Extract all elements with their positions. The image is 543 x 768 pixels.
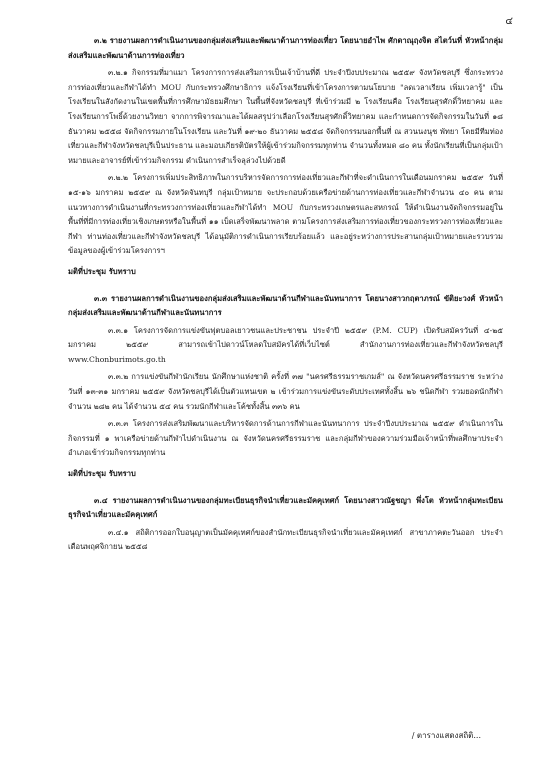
section-heading: ๓.๓ รายงานผลการดำเนินงานของกลุ่มส่งเสริมและพัฒนาด้านกีฬาและนันทนาการ โดยนางสาวกฤตาภรณ์ ขัติยะวงศ์ หัวหน้ากลุ่มส่งเสริมและพัฒนาด้านกีฬาและนันทนาการ [68, 293, 503, 318]
section-3-3 [68, 292, 503, 482]
page-number: ๔ [505, 16, 513, 27]
document-body [68, 34, 503, 558]
section-heading: ๓.๔ รายงานผลการดำเนินงานของกลุ่มทะเบียนธุรกิจนำเที่ยวและมัคคุเทศก์ โดยนางสาวณัฐชญา พึ่งโต หัวหน้ากลุ่มทะเบียนธุรกิจนำเที่ยวและมัคคุเทศก์ [68, 495, 503, 520]
paragraph: ๓.๓.๒ การแข่งขันกีฬานักเรียน นักศึกษาแห่งชาติ ครั้งที่ ๓๗ "นครศรีธรรมราชเกมส์" ณ จังหวัดนครศรีธรรมราช ระหว่างวันที่ ๑๓-๓๑ มกราคม ๒๕๕๙ จังหวัดชลบุรีได้เป็นตัวแทนเขต ๒ เข้าร่วมการแข่งขันระดับประเทศทั้งสิ้น ๒๖ ชนิดกีฬา รวมยอดนักกีฬาจำนวน ๒๘๒ คน ได้จำนวน ๕๔ คน รวมนักกีฬาและโค้ชทั้งสิ้น ๓๓๖ คน [68, 372, 503, 411]
section-3-2 [68, 34, 503, 280]
meeting-resolution: มติที่ประชุม รับทราบ [68, 266, 136, 276]
section-3-4 [68, 494, 503, 555]
section-heading: ๓.๒ รายงานผลการดำเนินงานของกลุ่มส่งเสริมและพัฒนาด้านการท่องเที่ยว โดยนายอำไพ ศักดาณุฤงจิต สไตว์นที่ หัวหน้ากลุ่มส่งเสริมและพัฒนาด้านการท่องเที่ยว [68, 36, 503, 60]
continuation-note: / ตารางแสดงสถิติ... [411, 731, 481, 740]
paragraph: ๓.๔.๑ สถิติการออกใบอนุญาตเป็นมัคคุเทศก์ของสำนักทะเบียนธุรกิจนำเที่ยวและมัคคุเทศก์ สาขาภาคตะวันออก ประจำเดือนพฤศจิกายน ๒๕๕๘ [68, 527, 503, 552]
paragraph: ๓.๓.๓ โครงการส่งเสริมพัฒนาและบริหารจัดการด้านการกีฬาและนันทนาการ ประจำปีงบประมาณ ๒๕๕๙ ดำเนินการในกิจกรรมที่ ๑ พาเครือข่ายด้านกีฬาไปดำเนินงาน ณ จังหวัดนครศรีธรรมราช และกลุ่มกีฬาของความร่วมมือเจ้าหน้าที่พลศึกษาประจำอำเภอเข้าร่วมกิจกรรมทุกท่าน [68, 419, 503, 458]
paragraph: ๓.๒.๒ โครงการเพิ่มประสิทธิภาพในการบริหารจัดการการท่องเที่ยวและกีฬาที่จะดำเนินการในเดือนมกราคม ๒๕๕๙ วันที่ ๑๕-๑๖ มกราคม ๒๕๕๙ ณ จังหวัดจันทบุรี กลุ่มเป้าหมาย จะประกอบด้วยเครือข่ายด้านการท่องเที่ยวและกีฬาจำนวน ๔๐ คน ตามแนวทางการดำเนินงานที่กระทรวงการท่องเที่ยวและกีฬาได้ทำ MOU กับกระทรวงเกษตรและสหกรณ์ ให้ดำเนินงานจัดกิจกรรมอยู่ในพื้นที่ที่มีการท่องเที่ยวเชิงเกษตรหรือในพื้นที่ ๑๑ เบ็ดเสร็จพัฒนาพลาด ตามโครงการส่งเสริมการท่องเที่ยวของกระทรวงการท่องเที่ยวและกีฬา ท่านท่องเที่ยวและกีฬาจังหวัดชลบุรี ได้อนุมัติการดำเนินการเรียบร้อยแล้ว และอยู่ระหว่างการประสานกลุ่มเป้าหมายและรวบรวมข้อมูลของผู้เข้าร่วมโครงการฯ [68, 173, 503, 256]
paragraph: ๓.๓.๑ โครงการจัดการแข่งขันฟุตบอลเยาวชนและประชาชน ประจำปี ๒๕๕๙ (P.M. CUP) เปิดรับสมัครวันที่ ๔-๒๕ มกราคม ๒๕๕๙ สามารถเข้าไปดาวน์โหลดใบสมัครได้ที่เว็บไซต์ สำนักงานการท่องเที่ยวและกีฬาจังหวัดชลบุรี www.Chonburimots.go.th [68, 325, 503, 364]
paragraph: ๓.๒.๑ กิจกรรมที่มาแมา โครงการการส่งเสริมการเป็นเจ้าบ้านที่ดี ประจำปีงบประมาณ ๒๕๕๙ จังหวัดชลบุรี ซึ่งกระทรวงการท่องเที่ยวและกีฬาได้ทำ MOU กับกระทรวงศึกษาธิการ แจ้งโรงเรียนที่เข้าโครงการตามนโยบาย "ลดเวลาเรียน เพิ่มเวลารู้" เป็นโรงเรียนในสังกัดงานในเขตพื้นที่การศึกษามัธยมศึกษา ในพื้นที่จังหวัดชลบุรี ที่เข้าร่วมมี ๒ โรงเรียนคือ โรงเรียนสุรศักดิ์วิทยาคม และโรงเรียนการโพธิ์ด้วยงานวิทยา จากการพิจารณาและได้ผลสรุปว่าเลือกโรงเรียนสุรศักดิ์วิทยาคม และกำหนดการจัดกิจกรรมในวันที่ ๑๘ ธันวาคม ๒๕๕๘ จัดกิจกรรมภายในโรงเรียน และวันที่ ๑๙-๒๐ ธันวาคม ๒๕๕๘ จัดกิจกรรมนอกพื้นที่ ณ สวนนงนุช พัทยา โดยมีทีมท่องเที่ยวและกีฬาจังหวัดชลบุรีเป็นประธาน และมอบเกียรติบัตรให้ผู้เข้าร่วมกิจกรรมทุกท่าน จำนวนทั้งหมด ๘๐ คน ทั้งนักเรียนที่เป็นกลุ่มเป้าหมายและอาจารย์ที่เข้าร่วมกิจกรรม ดำเนินการสำเร็จลุล่วงไปด้วยดี [68, 68, 503, 165]
meeting-resolution: มติที่ประชุม รับทราบ [68, 469, 136, 479]
